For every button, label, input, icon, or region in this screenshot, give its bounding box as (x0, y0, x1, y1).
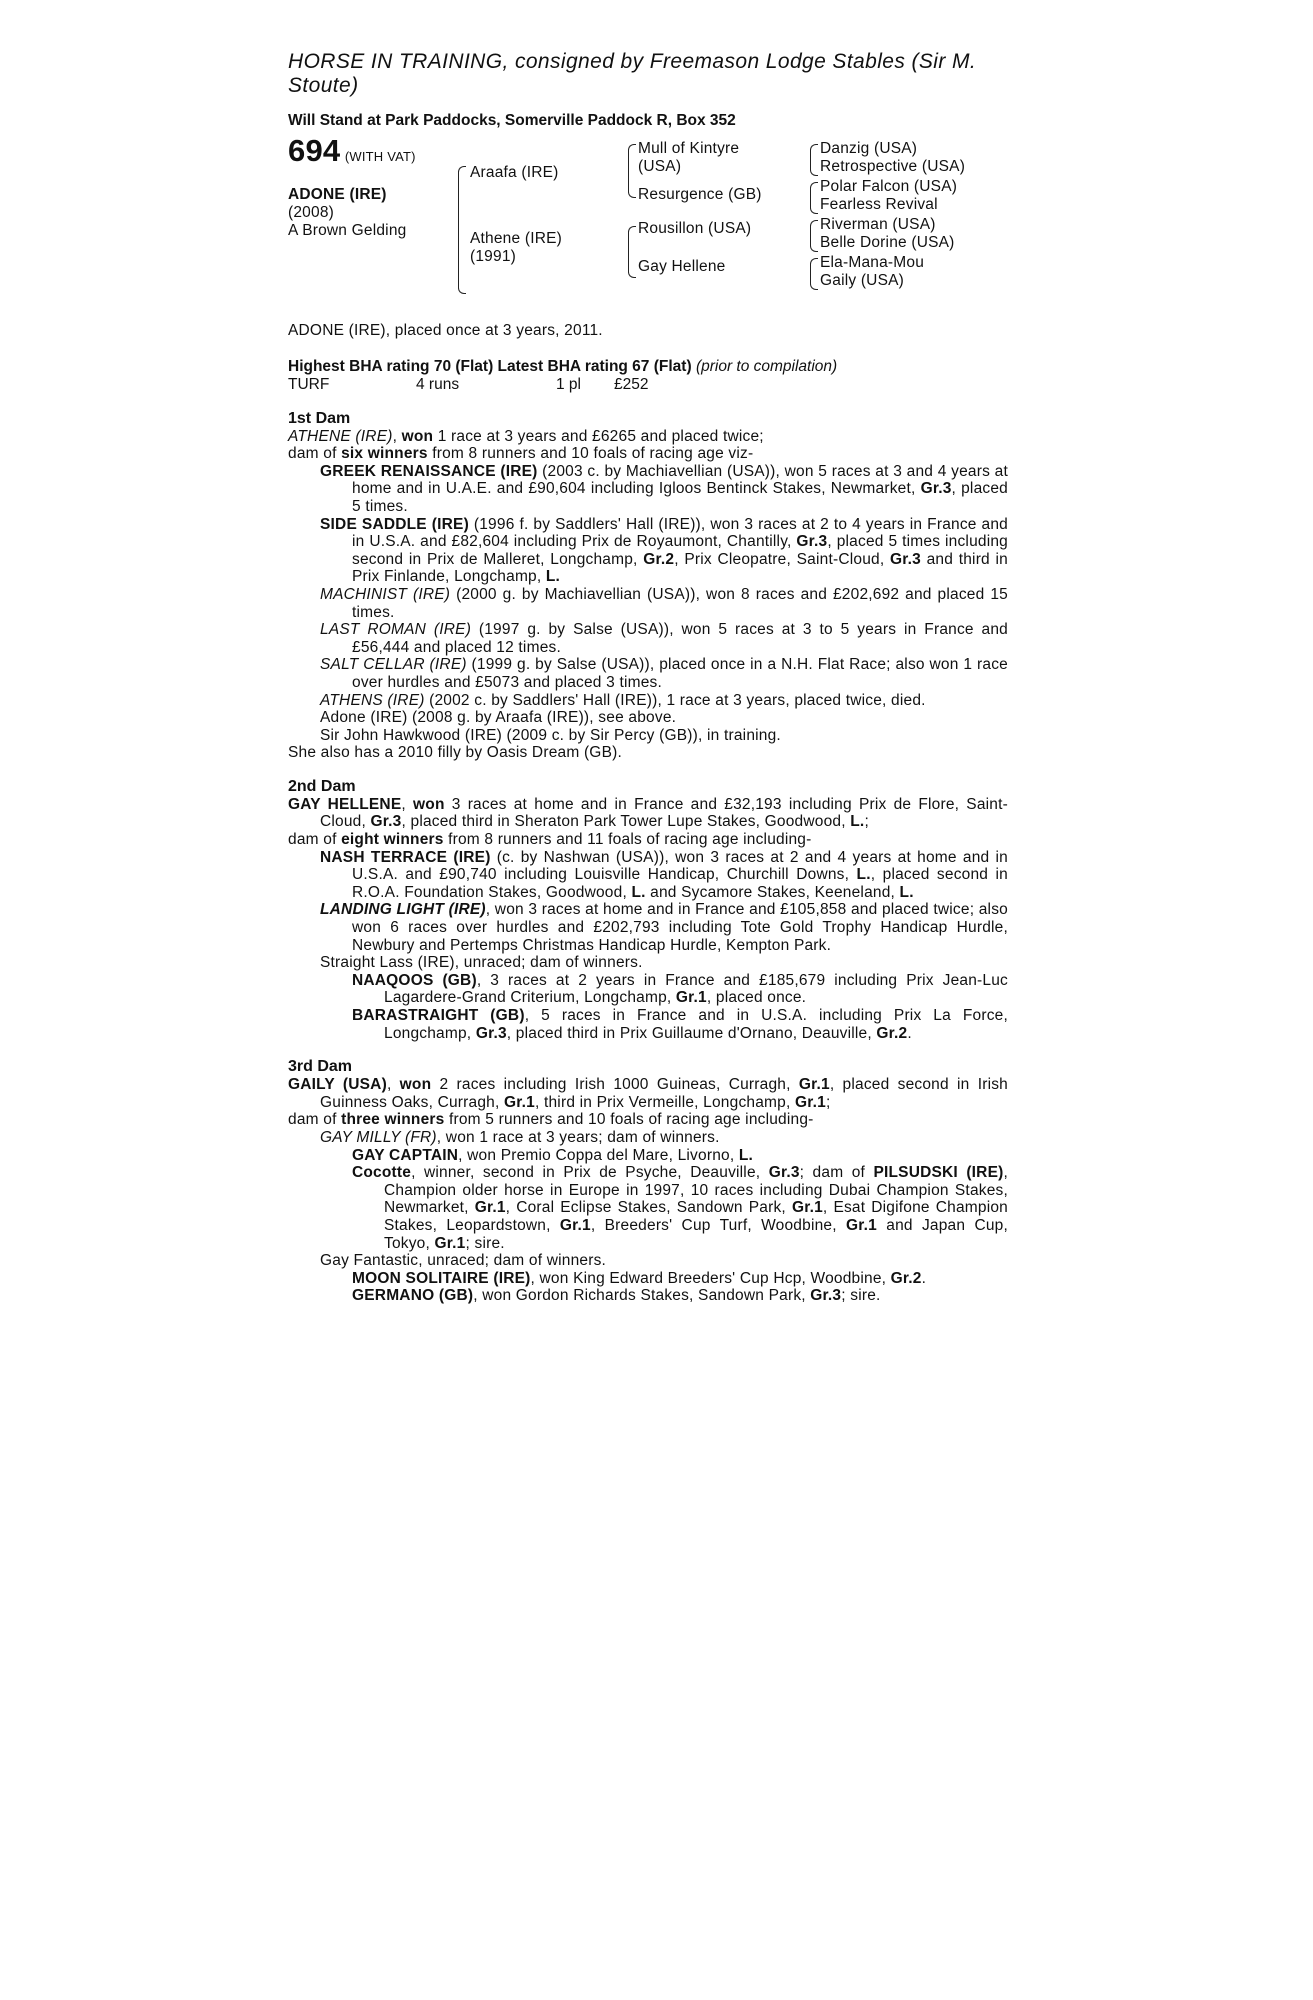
lot-header (288, 133, 416, 168)
dam-dam: Gay Hellene (638, 258, 726, 275)
horse-name: ADONE (IRE) (288, 186, 387, 203)
dam-year: (1991) (470, 248, 517, 265)
produce-entry: SIDE SADDLE (IRE) (1996 f. by Saddlers' Hall (IRE)), won 3 races at 2 to 4 years in France and in U.S.A. and £82,604 including Prix de Royaumont, Chantilly, Gr.3, placed 5 times including second in Prix de Malleret, Longchamp, Gr.2, Prix Cleopatre, Saint-Cloud, Gr.3 and third in Prix Finlande, Longchamp, L. (320, 515, 1008, 586)
brace-sd (810, 182, 818, 214)
brace-main (458, 166, 466, 294)
dam-line: GAY HELLENE, won 3 races at home and in France and £32,193 including Prix de Flore, Saint-Cloud, Gr.3, placed third in Sheraton Park Tower Lupe Stakes, Goodwood, L.; (288, 795, 1008, 831)
section-title: 3rd Dam (288, 1058, 353, 1076)
sd-dam: Fearless Revival (820, 196, 938, 213)
dam-sire: Rousillon (USA) (638, 220, 752, 237)
produce-entry: GREEK RENAISSANCE (IRE) (2003 c. by Machiavellian (USA)), won 5 races at 3 and 4 years at home and in U.A.E. and £90,604 including Igloos Bentinck Stakes, Newmarket, Gr.3, placed 5 times. (320, 462, 1008, 515)
produce-entry: LANDING LIGHT (IRE), won 3 races at home and in France and £105,858 and placed twice; also won 6 races over hurdles and £202,793 including Tote Gold Trophy Handicap Hurdle, Newbury and Pertemps Christmas Handicap Hurdle, Kempton Park. (320, 901, 1008, 954)
dam: Athene (IRE) (470, 230, 562, 247)
ss-dam: Retrospective (USA) (820, 158, 966, 175)
dd-dam: Gaily (USA) (820, 272, 905, 289)
lot-number: 694 (288, 133, 341, 168)
dam-line: GAILY (USA), won 2 races including Irish 1000 Guineas, Curragh, Gr.1, placed second in Irish Guinness Oaks, Curragh, Gr.1, third in Prix Vermeille, Longchamp, Gr.1; (288, 1076, 1008, 1111)
section-title: 2nd Dam (288, 777, 356, 795)
produce-entry: NASH TERRACE (IRE) (c. by Nashwan (USA)), won 3 races at 2 and 4 years at home and in U.S.A. and £90,740 including Louisville Handicap, Churchill Downs, L., placed second in R.O.A. Foundation Stakes, Goodwood, L. and Sycamore Stakes, Keeneland, L. (320, 848, 1008, 901)
sire-sire-country: (USA) (638, 158, 682, 175)
produce-entry: MACHINIST (IRE) (2000 g. by Machiavellian (USA)), won 8 races and £202,692 and placed 15 times. (320, 585, 1009, 621)
sd-sire: Polar Falcon (USA) (820, 178, 958, 195)
produce-entry: BARASTRAIGHT (GB), 5 races in France and in U.S.A. including Prix La Force, Longchamp, Gr.3, placed third in Prix Guillaume d'Ornano, Deauville, Gr.2. (352, 1007, 1008, 1042)
section-title: 1st Dam (288, 409, 351, 427)
page-header: HORSE IN TRAINING, consigned by Freemason Lodge Stables (Sir M. Stoute) (288, 50, 977, 97)
produce-entry: GERMANO (GB), won Gordon Richards Stakes, Sandown Park, Gr.3; sire. (352, 1287, 881, 1305)
produce-entry: NAAQOOS (GB), 3 races at 2 years in France and £185,679 including Prix Jean-Luc Lagardere-Grand Criterium, Longchamp, Gr.1, placed once. (352, 971, 1009, 1007)
brace-ds (810, 220, 818, 252)
produce-note: She also has a 2010 filly by Oasis Dream (GB). (288, 744, 622, 762)
brace-ss (810, 144, 818, 176)
first-dam-section (288, 410, 1008, 762)
dam-line: ATHENE (IRE), won 1 race at 3 years and £6265 and placed twice; (288, 427, 764, 445)
produce-entry: Straight Lass (IRE), unraced; dam of winners. (320, 954, 643, 972)
ss-sire: Danzig (USA) (820, 140, 918, 157)
produce-line: dam of eight winners from 8 runners and 11 foals of racing age including- (288, 831, 812, 849)
third-dam-section (288, 1058, 1008, 1305)
produce-entry: LAST ROMAN (IRE) (1997 g. by Salse (USA)), won 5 races at 3 to 5 years in France and £56,444 and placed 12 times. (320, 621, 1009, 656)
vat-note: (WITH VAT) (344, 149, 416, 164)
second-dam-section (288, 778, 1008, 1042)
brace-sire (628, 144, 636, 198)
produce-entry: GAY MILLY (FR), won 1 race at 3 years; dam of winners. (320, 1128, 720, 1146)
stand-location: Will Stand at Park Paddocks, Somerville Paddock R, Box 352 (288, 112, 736, 129)
turf-record: TURF 4 runs 1 pl £252 (288, 375, 649, 393)
ds-sire: Riverman (USA) (820, 216, 936, 233)
horse-description: A Brown Gelding (288, 222, 407, 239)
produce-entry: MOON SOLITAIRE (IRE), won King Edward Breeders' Cup Hcp, Woodbine, Gr.2. (352, 1269, 927, 1287)
dd-sire: Ela-Mana-Mou (820, 254, 925, 271)
brace-dd (810, 258, 818, 290)
catalogue-page (288, 50, 1008, 1305)
sire: Araafa (IRE) (470, 164, 559, 181)
produce-line: dam of three winners from 5 runners and 10 foals of racing age including- (288, 1111, 814, 1129)
sire-sire: Mull of Kintyre (638, 140, 740, 157)
produce-entry: Cocotte, winner, second in Prix de Psyche, Deauville, Gr.3; dam of PILSUDSKI (IRE), Champion older horse in Europe in 1997, 10 races including Dubai Champion Stakes, Newmarket, Gr.1, Coral Eclipse Stakes, Sandown Park, Gr.1, Esat Digifone Champion Stakes, Leopardstown, Gr.1, Breeders' Cup Turf, Woodbine, Gr.1 and Japan Cup, Tokyo, Gr.1; sire. (352, 1164, 1009, 1252)
produce-line: dam of six winners from 8 runners and 10 foals of racing age viz- (288, 445, 754, 463)
horse-year: (2008) (288, 204, 335, 221)
bha-rating: Highest BHA rating 70 (Flat) Latest BHA rating 67 (Flat) (prior to compilation) (288, 357, 838, 375)
pedigree-table (288, 133, 1008, 310)
produce-entry: Sir John Hawkwood (IRE) (2009 c. by Sir Percy (GB)), in training. (320, 726, 781, 744)
race-summary: ADONE (IRE), placed once at 3 years, 2011. (288, 322, 603, 339)
produce-entry: ATHENS (IRE) (2002 c. by Saddlers' Hall (IRE)), 1 race at 3 years, placed twice, died. (320, 691, 926, 709)
brace-dam (628, 226, 636, 278)
produce-entry: SALT CELLAR (IRE) (1999 g. by Salse (USA)), placed once in a N.H. Flat Race; also won 1 race over hurdles and £5073 and placed 3 times. (320, 656, 1008, 691)
produce-entry: Gay Fantastic, unraced; dam of winners. (320, 1252, 607, 1270)
produce-entry: Adone (IRE) (2008 g. by Araafa (IRE)), see above. (320, 709, 677, 727)
produce-entry: GAY CAPTAIN, won Premio Coppa del Mare, Livorno, L. (352, 1146, 754, 1164)
sire-dam: Resurgence (GB) (638, 186, 762, 203)
ds-dam: Belle Dorine (USA) (820, 234, 955, 251)
